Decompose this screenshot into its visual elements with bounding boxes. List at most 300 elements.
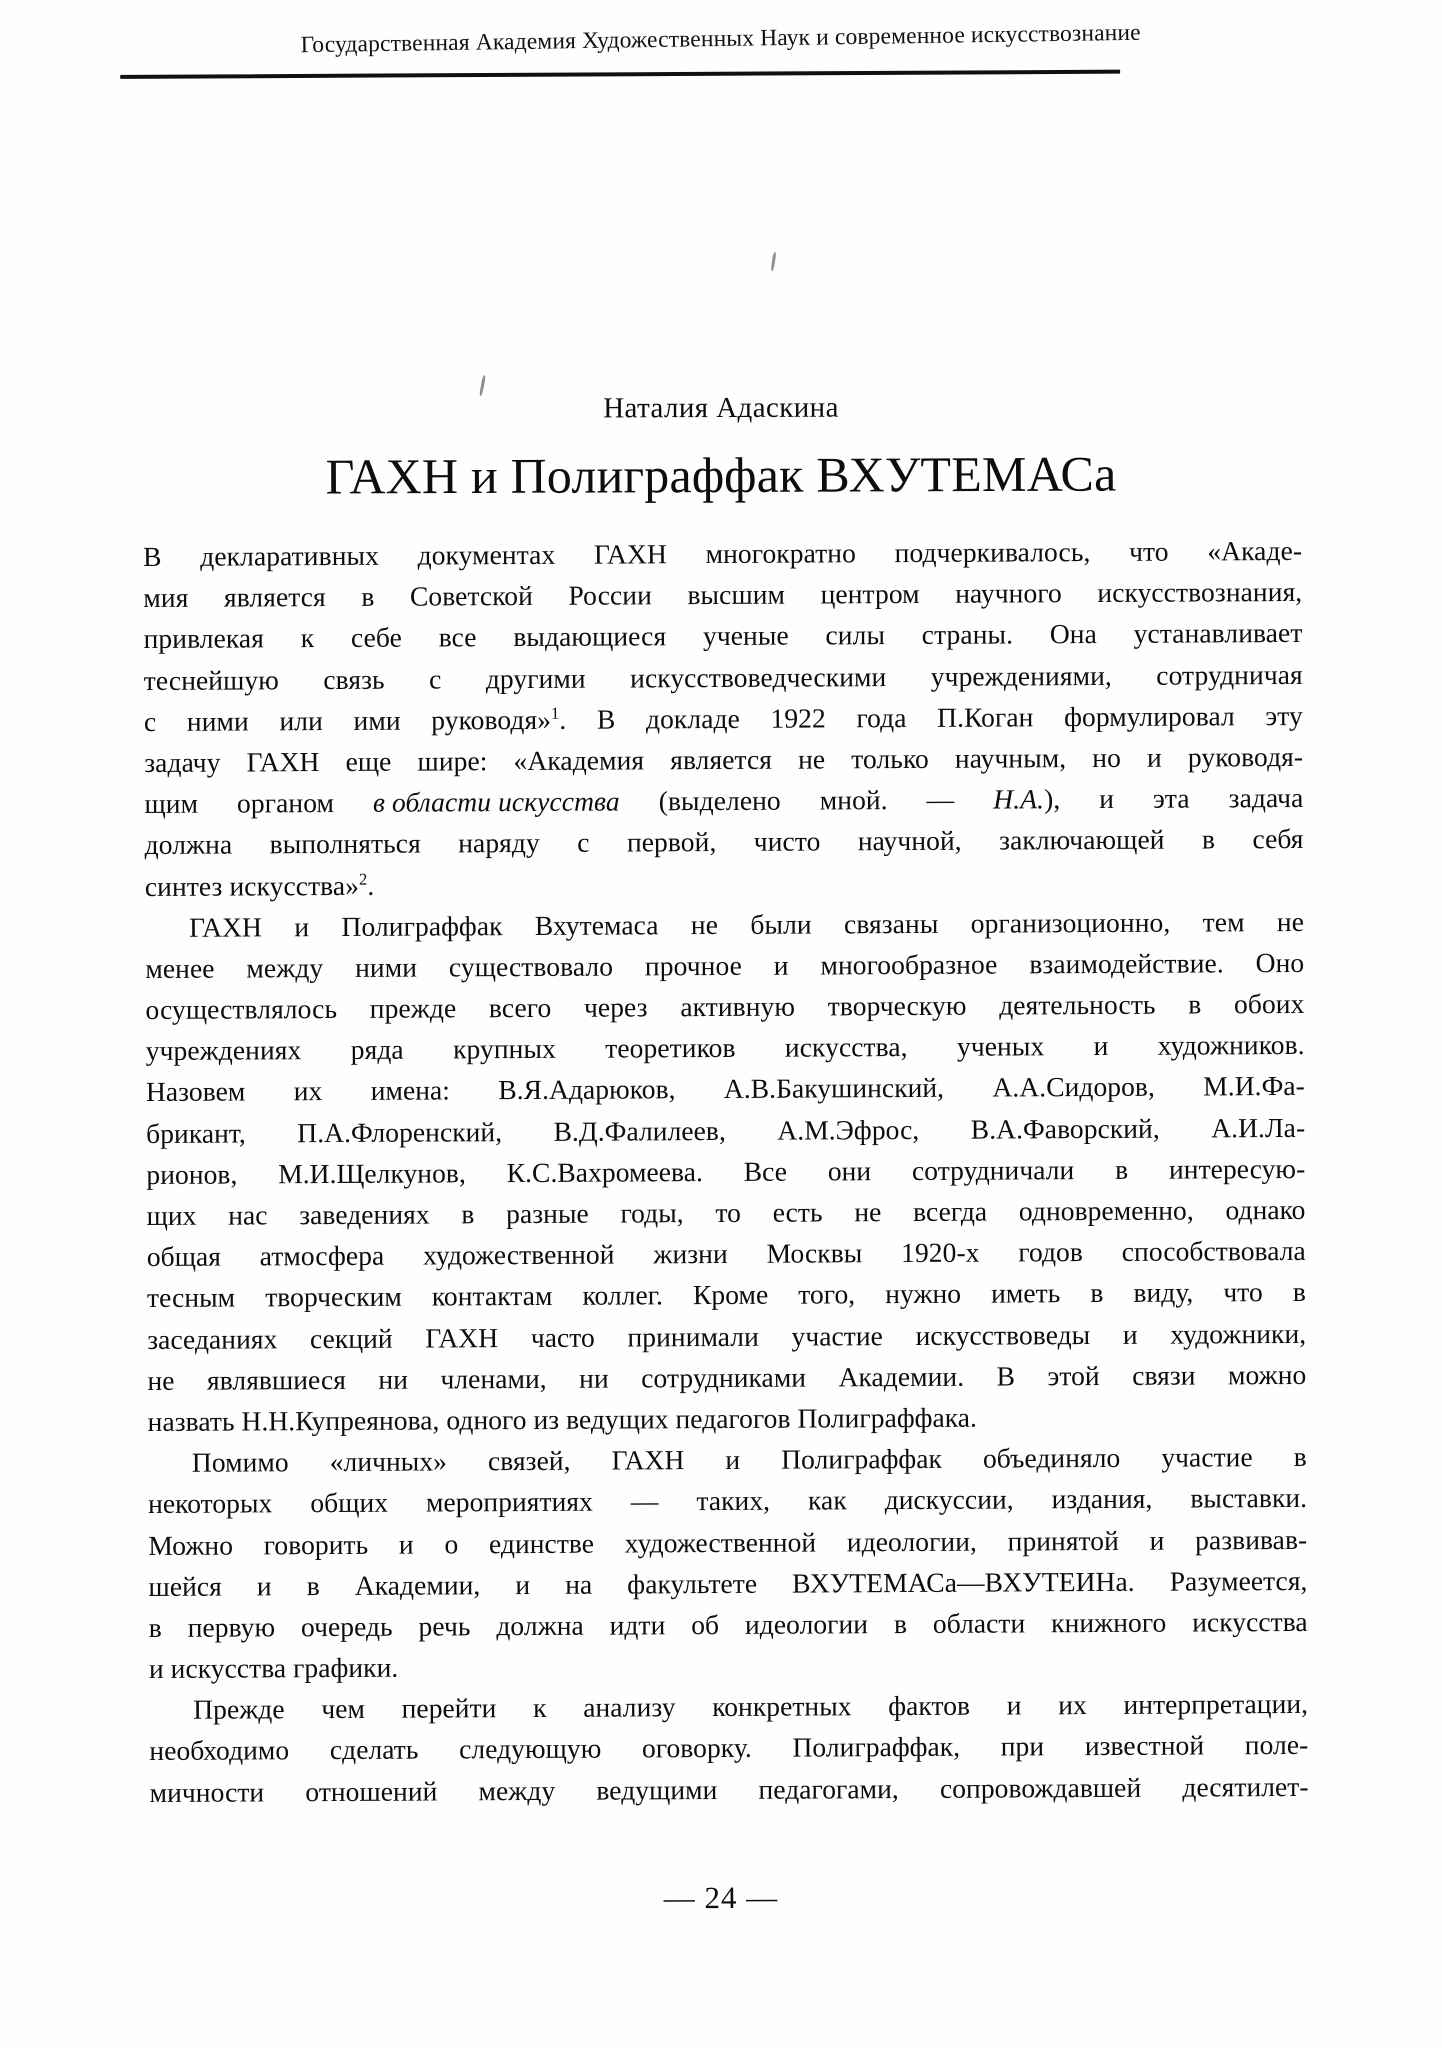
text-word: ни [579,1362,609,1394]
text-word: ними [186,705,249,737]
text-word: Прежде [193,1693,285,1726]
text-word: теснейшую [143,663,279,696]
text-word: 1920-х [901,1236,980,1269]
text-line [146,1107,1305,1154]
text-line [144,695,1303,742]
text-word: центром [820,578,920,610]
text-line [149,1601,1308,1648]
text-word: фактов [888,1689,971,1722]
text-word: ГАХН [188,911,263,943]
text-line [147,1354,1306,1401]
text-word: анализу [583,1691,676,1723]
text-word: ними [354,951,418,983]
text-line [145,983,1304,1030]
text-word: мичности [149,1776,265,1808]
text-word: того, [798,1278,856,1310]
text-line: и искусства графики. [148,1651,399,1685]
text-word: щих [146,1199,197,1231]
text-word: не [1276,905,1305,937]
text-word: были [750,908,812,940]
text-word: идти [609,1609,666,1641]
text-word: годы, [620,1197,684,1229]
text-word: связь [323,663,385,695]
text-word: или [279,704,323,737]
text-word: другими [485,662,586,694]
text-word: Разумеется, [1169,1564,1308,1597]
text-word: М.И.Щелкунов, [278,1157,466,1190]
text-word: (выделено [658,784,781,817]
running-header-text: Государственная Академия Художественных Наук и современное искусствознание [300,19,1141,59]
text-word: менее [145,952,215,984]
text-word: декларативных [200,539,379,572]
text-word: — [630,1485,659,1517]
text-word: художники, [1170,1317,1307,1350]
text-word: связи [1132,1359,1196,1391]
text-word: сотрудничали [911,1153,1075,1186]
text-word: докладе [645,702,740,735]
text-word: ГАХН [593,538,667,570]
text-word: через [583,991,648,1023]
text-line [144,736,1303,783]
text-word: издания, [1051,1483,1153,1515]
text-word: теоретиков [605,1032,736,1064]
text-word: Полиграффак [341,909,503,942]
text-word: В [596,703,616,735]
text-word: и [398,1528,414,1560]
text-line [145,818,1304,865]
text-word: всего [488,991,552,1024]
text-word: является [223,581,326,613]
text-word: учреждениями, [930,659,1112,692]
text-word: задача [1228,782,1304,814]
text-word: выдающиеся [513,620,667,653]
text-word: в [148,1611,162,1643]
text-word: связей, [487,1444,571,1477]
text-word: «личных» [329,1445,448,1478]
scan-speck-icon [771,252,777,271]
text-line: синтез искусства»$^2$. [144,869,375,902]
text-word: следующую [459,1733,602,1765]
author-name: Наталия Адаскина [603,391,839,425]
text-word: шейся [148,1570,222,1602]
text-word: выполняться [269,827,421,860]
text-word: ни [378,1363,409,1395]
text-word: чем [321,1693,366,1725]
text-word: является [670,743,773,776]
text-word: с [577,826,590,859]
text-word: речь [418,1610,471,1642]
text-word: должна [496,1609,584,1642]
text-word: «Акаде- [1207,534,1303,567]
text-word: искусствознания, [1097,576,1303,609]
text-word: ряда [350,1033,404,1066]
text-word: научной, [857,825,962,857]
text-word: часто [530,1321,595,1353]
text-line [146,1148,1305,1195]
text-word: заведениях [299,1198,430,1231]
text-word: членами, [440,1362,547,1395]
text-word: секций [309,1322,393,1354]
text-word: факультете [627,1567,758,1600]
text-word: сотрудниками [641,1361,807,1394]
text-word: мероприятиях [425,1485,593,1518]
text-word: М.И.Фа- [1203,1070,1305,1102]
text-word: тесным [146,1281,236,1314]
text-word: Оно [1255,946,1305,979]
text-word: конкретных [712,1690,852,1723]
text-word: эту [1265,699,1303,731]
text-word: при [1000,1730,1045,1762]
text-line [145,901,1304,948]
text-word: учреждениях [145,1034,302,1067]
text-word: заседаниях [147,1322,278,1355]
text-line [143,612,1302,659]
text-word: способствовала [1121,1235,1306,1268]
text-word: задачу [144,746,221,778]
text-word: нас [228,1199,268,1231]
body-text [143,530,1309,1813]
text-word: Академии, [354,1568,481,1601]
text-word: все [438,621,477,653]
text-word: многократно [705,537,857,570]
text-word: крупных [452,1033,556,1065]
text-word: Полиграффак [781,1442,943,1475]
text-word: Москвы [766,1237,863,1269]
text-word: высшим [687,578,786,611]
text-word: заключающей [999,823,1165,856]
text-word: только [851,742,929,775]
text-word: десятилет- [1182,1770,1309,1803]
text-word: их [1058,1689,1087,1721]
text-word: связаны [843,907,939,940]
text-word: не [690,908,719,940]
text-word: об [691,1608,720,1641]
text-word: взаимодействие. [1029,947,1224,980]
text-line [145,942,1304,989]
text-word: в [306,1569,320,1601]
text-word: и [1122,1318,1138,1350]
text-word: то [715,1196,742,1229]
text-word: развивав- [1195,1523,1308,1556]
text-word: тем [1202,905,1245,938]
text-word: ГАХН [425,1321,499,1354]
text-word: А.М.Эфрос, [777,1113,920,1146]
text-word: ГАХН [611,1444,685,1476]
text-word: атмосфера [259,1239,385,1272]
text-word: научным, [954,742,1067,774]
text-word: принимали [627,1320,759,1353]
text-word: виду, [1133,1276,1194,1309]
text-word: мной. [819,784,888,816]
text-word: мия [143,581,189,614]
text-word: многообразное [820,948,998,981]
text-word: интерпретации, [1123,1688,1309,1721]
text-word: научного [955,577,1062,609]
header-rule [120,70,1120,79]
text-word: идеологии, [846,1525,977,1557]
text-line [147,1312,1306,1359]
text-word: известной [1084,1729,1205,1762]
text-word: одновременно, [1018,1194,1194,1227]
text-word: участие [791,1319,883,1352]
text-word: Можно [148,1529,234,1561]
text-word: должна [144,828,233,861]
text-word: себя [1252,823,1304,855]
text-word: ВХУТЕМАСа—ВХУТЕИНа. [792,1565,1135,1599]
text-word: контактам [431,1280,553,1312]
text-word: таких, [696,1485,771,1517]
text-word: в [461,1198,475,1230]
text-word: сотрудничая [1156,658,1303,691]
text-word: всегда [912,1195,988,1227]
text-word: в [1292,1276,1306,1308]
text-word: художественной [423,1238,615,1271]
text-word: искусствоведческими [630,660,887,694]
text-word: отношений [305,1775,438,1807]
text-line [148,1436,1307,1483]
text-word: формулировал [1063,700,1235,732]
text-word: но [1092,741,1122,773]
text-word: говорить [263,1528,369,1560]
text-word: художественной [624,1525,817,1558]
text-line [149,1766,1308,1813]
text-word: еще [345,745,392,777]
text-word: книжного [1051,1606,1167,1639]
text-word: их [293,1075,323,1107]
text-word: в [361,580,375,613]
text-word: — [926,783,955,816]
text-word: они [827,1155,872,1187]
text-word: устанавливает [1133,617,1303,650]
text-word: осуществлялось [145,993,338,1026]
text-word: В.Д.Фалилеев, [553,1114,726,1147]
text-word: привлекая [143,622,265,655]
text-line [147,1230,1306,1277]
text-line [147,1271,1306,1318]
text-word: участие [1161,1441,1253,1473]
text-word: как [807,1484,847,1516]
text-word: и [773,949,789,981]
text-word: рионов, [146,1158,238,1190]
text-line [149,1724,1308,1771]
text-word: оговорку. [641,1732,752,1764]
text-line: назвать Н.Н.Купреянова, одного из ведущих педагогов Полиграффака. [147,1401,977,1437]
text-word: творческую [827,989,967,1022]
text-word: некоторых [147,1487,273,1520]
text-word: деятельность [999,988,1156,1021]
text-line [143,530,1302,577]
text-word: руководя- [1187,740,1304,773]
text-line [146,1065,1305,1112]
text-word: В [996,1360,1016,1392]
text-word: между [478,1774,556,1806]
text-word: и [1093,1030,1109,1062]
text-word: Полиграффак, [792,1731,961,1764]
text-word: и [1006,1689,1022,1721]
text-word: имена: [370,1074,451,1107]
text-word: существовало [448,950,614,983]
text-word: не [147,1364,175,1396]
text-word: на [565,1568,593,1600]
text-word: В.А.Фаворский, [970,1112,1160,1145]
text-word: интересую- [1168,1152,1306,1185]
text-word: дискуссии, [884,1483,1014,1516]
text-line [144,653,1303,700]
text-word: о [444,1527,459,1559]
text-word: Кроме [692,1279,769,1311]
text-word: с [143,705,157,737]
text-word: искусства, [784,1031,908,1063]
text-word: искусства [1192,1605,1308,1638]
text-word: первую [187,1611,276,1643]
text-word: в [1090,1277,1104,1309]
text-word: области [932,1607,1026,1639]
text-word: Советской [409,580,533,612]
text-line [143,571,1302,618]
text-word: руководя»$^1$. [431,703,567,736]
text-word: ГАХН [246,746,320,778]
text-word: А.В.Бакушинский, [723,1072,945,1105]
text-word: П.А.Флоренский, [297,1115,503,1148]
text-word: можно [1227,1358,1307,1391]
text-word: шире: [417,745,488,777]
text-word: 1922 [770,702,826,734]
text-word: брикант, [146,1117,246,1149]
text-word: нужно [885,1278,962,1310]
page-title: ГАХН и Полиграффак ВХУТЕМАСа [325,445,1117,505]
text-word: коллег. [582,1279,663,1312]
text-word: первой, [626,826,717,858]
text-word: и [725,1444,741,1476]
text-word: есть [772,1196,823,1228]
text-word: себе [350,622,402,654]
text-word: иметь [991,1277,1061,1309]
text-word: документах [417,538,556,571]
text-word: идеологии [744,1608,869,1640]
text-word: к [532,1692,547,1724]
text-word: чисто [753,825,821,858]
text-word: сделать [329,1734,419,1766]
text-word: в [893,1607,908,1639]
text-word: с [428,663,442,695]
text-word: обоих [1233,987,1305,1020]
text-word: общих [310,1487,389,1519]
text-word: и [256,1570,272,1602]
text-word: в [1188,988,1202,1020]
text-word: в [1293,1441,1307,1473]
text-word: в области искусства [372,785,620,818]
text-word: перейти [401,1692,497,1724]
text-word: Н.А.), [993,783,1061,815]
text-word: П.Коган [937,701,1034,733]
text-word: и [1146,741,1162,773]
text-word: объединяло [982,1442,1121,1474]
text-word: не [797,743,826,775]
text-word: необходимо [149,1734,290,1767]
text-word: силы [825,619,886,651]
text-word: не [854,1196,882,1228]
text-line [146,1189,1305,1236]
text-word: активную [680,990,796,1023]
text-word: Назовем [145,1075,246,1108]
text-word: являвшиеся [206,1363,346,1396]
text-word: щим [144,787,199,820]
text-word: Академии. [838,1360,965,1393]
text-word: ученые [702,619,789,652]
text-line [144,777,1303,824]
text-word: органом [236,787,335,819]
text-word: эта [1152,782,1190,814]
text-word: и [294,910,310,942]
text-word: выставки. [1190,1482,1308,1514]
text-word: единстве [488,1527,595,1559]
text-word: ведущими [596,1773,718,1806]
text-word: разные [506,1197,589,1230]
text-word: годов [1018,1236,1083,1268]
text-word: сопровождавшей [939,1771,1142,1804]
text-word: этой [1047,1359,1100,1392]
text-word: искусствоведы [915,1318,1091,1351]
text-word: ими [353,704,401,736]
text-word: Помимо [191,1446,289,1478]
text-word: однако [1225,1193,1306,1226]
text-word: поле- [1244,1729,1309,1761]
text-word: между [246,951,324,984]
text-word: страны. [921,618,1014,651]
text-word: что [1223,1276,1263,1308]
text-word: подчеркивалось, [894,536,1091,569]
text-word: и [515,1568,531,1600]
text-word: в [1115,1153,1129,1185]
text-line [146,1024,1305,1071]
text-word: К.С.Вахромеева. [506,1155,703,1188]
text-word: организоционно, [970,906,1171,939]
text-line [148,1477,1307,1524]
running-header [0,15,1442,106]
text-word: жизни [653,1238,728,1270]
text-word: ученых [956,1030,1045,1062]
text-word: России [568,579,652,611]
text-word: художников. [1157,1029,1305,1061]
text-word: принятой [1007,1524,1119,1556]
text-word: общая [146,1240,221,1273]
text-word: что [1128,535,1169,567]
text-line [148,1560,1307,1607]
text-word: «Академия [513,744,645,777]
text-word: Вхутемаса [534,908,659,941]
text-line [149,1683,1308,1730]
text-word: к [300,622,315,654]
text-word: и [1149,1524,1165,1556]
text-word: наряду [458,827,540,859]
page-number: — 24 — [663,1879,779,1916]
text-word: прежде [369,992,457,1024]
text-word: в [1201,823,1216,855]
text-word: года [856,701,907,734]
text-word: и [1099,783,1115,815]
text-word: Все [743,1155,788,1187]
text-word: Она [1049,618,1097,650]
text-word: прочное [644,949,742,982]
text-word: очередь [300,1610,393,1643]
text-word: В.Я.Адарюков, [498,1073,676,1106]
text-word: творческим [265,1281,402,1313]
text-line [148,1518,1307,1565]
text-word: А.И.Ла- [1211,1111,1306,1144]
text-word: А.А.Сидоров, [992,1071,1155,1103]
text-word: педагогами, [758,1772,899,1805]
text-word: В [143,540,162,572]
